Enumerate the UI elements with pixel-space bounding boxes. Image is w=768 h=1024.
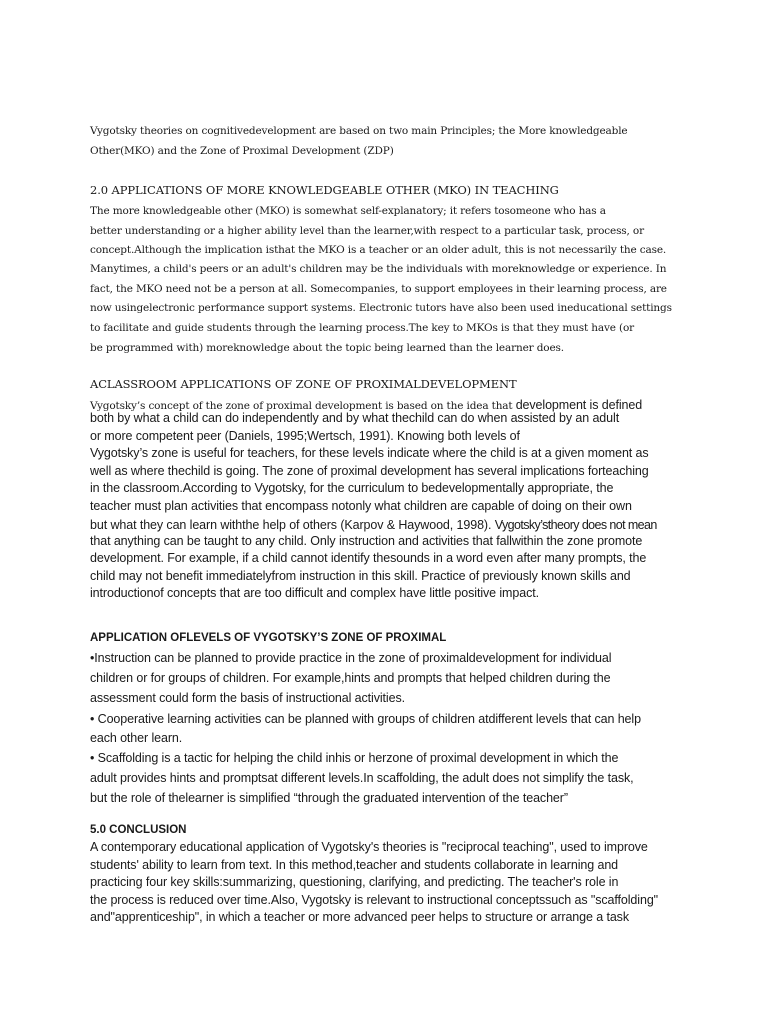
conclusion-line: practicing four key skills:summarizing, questioning, clarifying, and predicting. The teacher's role in <box>90 875 619 889</box>
application-line: but the role of thelearner is simplified “through the graduated intervention of the teacher” <box>90 791 568 805</box>
application-line: • Cooperative learning activities can be planned with groups of children atdifferent levels that can help <box>90 712 641 726</box>
section-heading-zpd: ACLASSROOM APPLICATIONS OF ZONE OF PROXIMALDEVELOPMENT <box>90 377 517 391</box>
section-heading-mko: 2.0 APPLICATIONS OF MORE KNOWLEDGEABLE OTHER (MKO) IN TEACHING <box>90 183 559 197</box>
zpd-line: both by what a child can do independently and by what thechild can do when assisted by an adult <box>90 411 620 425</box>
zpd-line: introductionof concepts that are too difficult and complex have little positive impact. <box>90 586 539 600</box>
application-line: assessment could form the basis of instructional activities. <box>90 691 405 705</box>
application-line: each other learn. <box>90 731 183 745</box>
zpd-line-mixed <box>90 516 657 534</box>
conclusion-line: the process is reduced over time.Also, Vygotsky is relevant to instructional conceptssuch as "scaffolding" <box>90 893 659 907</box>
mko-line: now usingelectronic performance support systems. Electronic tutors have also been used ineducational settings <box>90 302 672 314</box>
zpd-line: or more competent peer (Daniels, 1995;Wertsch, 1991). Knowing both levels of <box>90 429 520 443</box>
mko-line: The more knowledgeable other (MKO) is somewhat self-explanatory; it refers tosomeone who has a <box>90 205 606 217</box>
conclusion-line: and"apprenticeship", in which a teacher or more advanced peer helps to structure or arrange a task <box>90 910 629 924</box>
zpd-line-mixed-b: Vygotsky’stheory does not mean <box>494 518 657 532</box>
mko-line: concept.Although the implication isthat the MKO is a teacher or an older adult, this is not necessarily the case. <box>90 244 667 256</box>
mko-line: to facilitate and guide students through the learning process.The key to MKOs is that they must have (or <box>90 322 634 334</box>
zpd-line-mixed-a: but what they can learn withthe help of others (Karpov & Haywood, 1998). <box>90 518 495 532</box>
application-line: • Scaffolding is a tactic for helping the child inhis or herzone of proximal development in which the <box>90 751 619 765</box>
mko-line: fact, the MKO need not be a person at all. Somecompanies, to support employees in their learning process, are <box>90 283 667 295</box>
section-heading-conclusion: 5.0 CONCLUSION <box>90 824 187 836</box>
zpd-line: teacher must plan activities that encompass notonly what children are capable of doing on their own <box>90 499 632 513</box>
mko-line: Manytimes, a child's peers or an adult's children may be the individuals with moreknowledge or experience. In <box>90 263 667 275</box>
application-line: adult provides hints and promptsat different levels.In scaffolding, the adult does not simplify the task, <box>90 771 634 785</box>
mko-line: better understanding or a higher ability level than the learner,with respect to a particular task, process, or <box>90 225 644 237</box>
zpd-line-first-serif: Vygotsky’s concept of the zone of proximal development is based on the idea that <box>90 400 516 412</box>
intro-line-1: Vygotsky theories on cognitivedevelopment are based on two main Principles; the More knowledgeable <box>90 125 628 137</box>
application-line: children or for groups of children. For example,hints and prompts that helped children during the <box>90 671 611 685</box>
intro-line-2: Other(MKO) and the Zone of Proximal Development (ZDP) <box>90 145 394 157</box>
conclusion-line: A contemporary educational application of Vygotsky's theories is "reciprocal teaching", used to improve <box>90 840 648 854</box>
conclusion-line: students' ability to learn from text. In this method,teacher and students collaborate in learning and <box>90 858 619 872</box>
mko-line: be programmed with) moreknowledge about the topic being learned than the learner does. <box>90 342 564 354</box>
zpd-line: development. For example, if a child cannot identify thesounds in a word even after many prompts, the <box>90 551 647 565</box>
zpd-line-first-sans: development is defined <box>515 398 643 412</box>
zpd-line: well as where thechild is going. The zone of proximal development has several implications forteaching <box>90 464 649 478</box>
zpd-line: that anything can be taught to any child. Only instruction and activities that fallwithin the zone promote <box>90 534 643 548</box>
zpd-line: child may not benefit immediatelyfrom instruction in this skill. Practice of previously known skills and <box>90 569 631 583</box>
section-heading-application: APPLICATION OFLEVELS OF VYGOTSKY’S ZONE OF PROXIMAL <box>90 632 447 644</box>
zpd-line: in the classroom.According to Vygotsky, for the curriculum to bedevelopmentally appropriate, the <box>90 481 614 495</box>
zpd-line: Vygotsky’s zone is useful for teachers, for these levels indicate where the child is at a given moment as <box>90 446 649 460</box>
application-line: •Instruction can be planned to provide practice in the zone of proximaldevelopment for individual <box>90 651 612 665</box>
